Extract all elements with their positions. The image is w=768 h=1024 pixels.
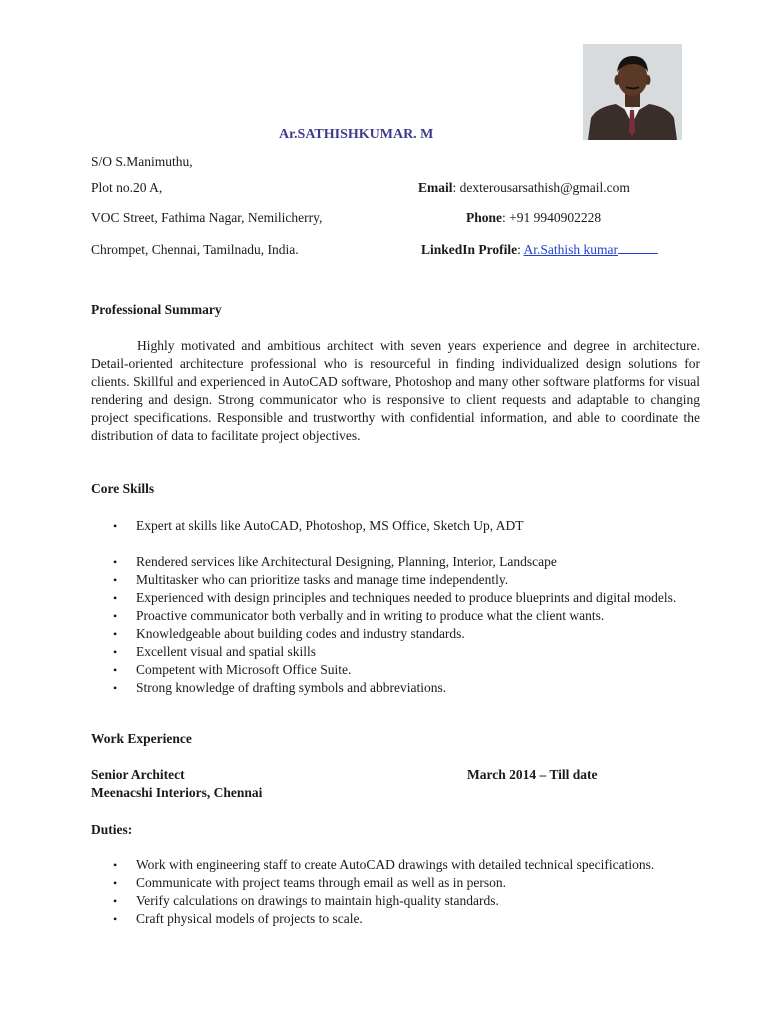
list-item: • Expert at skills like AutoCAD, Photoshop, MS Office, Sketch Up, ADT — [91, 517, 700, 535]
job-title: Senior Architect — [91, 767, 185, 782]
linkedin-label: LinkedIn Profile — [421, 242, 518, 257]
linkedin-link[interactable]: Ar.Sathish kumar — [523, 242, 619, 257]
profile-photo — [583, 44, 682, 140]
linkedin-line — [421, 242, 658, 258]
phone-value: : +91 9940902228 — [502, 210, 602, 225]
duties-heading: Duties: — [91, 822, 133, 837]
list-item: • Work with engineering staff to create AutoCAD drawings with detailed technical specifications. — [91, 856, 700, 874]
list-item: • Excellent visual and spatial skills — [91, 643, 700, 661]
skills-heading: Core Skills — [91, 481, 155, 496]
skills-list — [91, 553, 700, 697]
candidate-name: Ar.SATHISHKUMAR. M — [279, 127, 434, 142]
address-line-3: VOC Street, Fathima Nagar, Nemilicherry, — [91, 210, 323, 225]
skills-first-list — [91, 517, 700, 535]
list-item: • Strong knowledge of drafting symbols and abbreviations. — [91, 679, 700, 697]
address-line-2: Plot no.20 A, — [91, 180, 163, 195]
company-name: Meenacshi Interiors, Chennai — [91, 785, 263, 800]
email-line — [418, 180, 630, 196]
experience-heading: Work Experience — [91, 731, 192, 746]
phone-line — [466, 210, 601, 226]
list-item: • Experienced with design principles and techniques needed to produce blueprints and digital models. — [91, 589, 700, 607]
duties-list — [91, 856, 700, 928]
list-item: • Proactive communicator both verbally and in writing to produce what the client wants. — [91, 607, 700, 625]
email-label: Email — [418, 180, 453, 195]
list-item: • Multitasker who can prioritize tasks and manage time independently. — [91, 571, 700, 589]
list-item: • Competent with Microsoft Office Suite. — [91, 661, 700, 679]
email-value: : dexterousarsathish@gmail.com — [452, 180, 630, 195]
summary-heading: Professional Summary — [91, 302, 222, 317]
job-dates: March 2014 – Till date — [467, 767, 598, 782]
link-underline — [618, 253, 658, 254]
list-item: • Communicate with project teams through email as well as in person. — [91, 874, 700, 892]
phone-label: Phone — [466, 210, 503, 225]
address-line-4: Chrompet, Chennai, Tamilnadu, India. — [91, 242, 299, 257]
linkedin-separator: : — [517, 242, 524, 257]
summary-text: Highly motivated and ambitious architect with seven years experience and degree in architecture. Detail-oriented architecture professional who is resourceful in finding individualized design solutions for clients. Skillful and experienced in AutoCAD software, Photoshop and many other software platforms for visual rendering and design. Strong communicator who is responsive to client requests and adaptable to changing project specifications. Responsible and trustworthy with confidential information, and able to coordinate the distribution of data to facilitate project objectives. — [91, 338, 700, 443]
list-item: • Verify calculations on drawings to maintain high-quality standards. — [91, 892, 700, 910]
address-line-1: S/O S.Manimuthu, — [91, 154, 193, 169]
list-item: • Knowledgeable about building codes and industry standards. — [91, 625, 700, 643]
list-item: • Craft physical models of projects to scale. — [91, 910, 700, 928]
person-photo-icon — [583, 44, 682, 140]
list-item: • Rendered services like Architectural Designing, Planning, Interior, Landscape — [91, 553, 700, 571]
